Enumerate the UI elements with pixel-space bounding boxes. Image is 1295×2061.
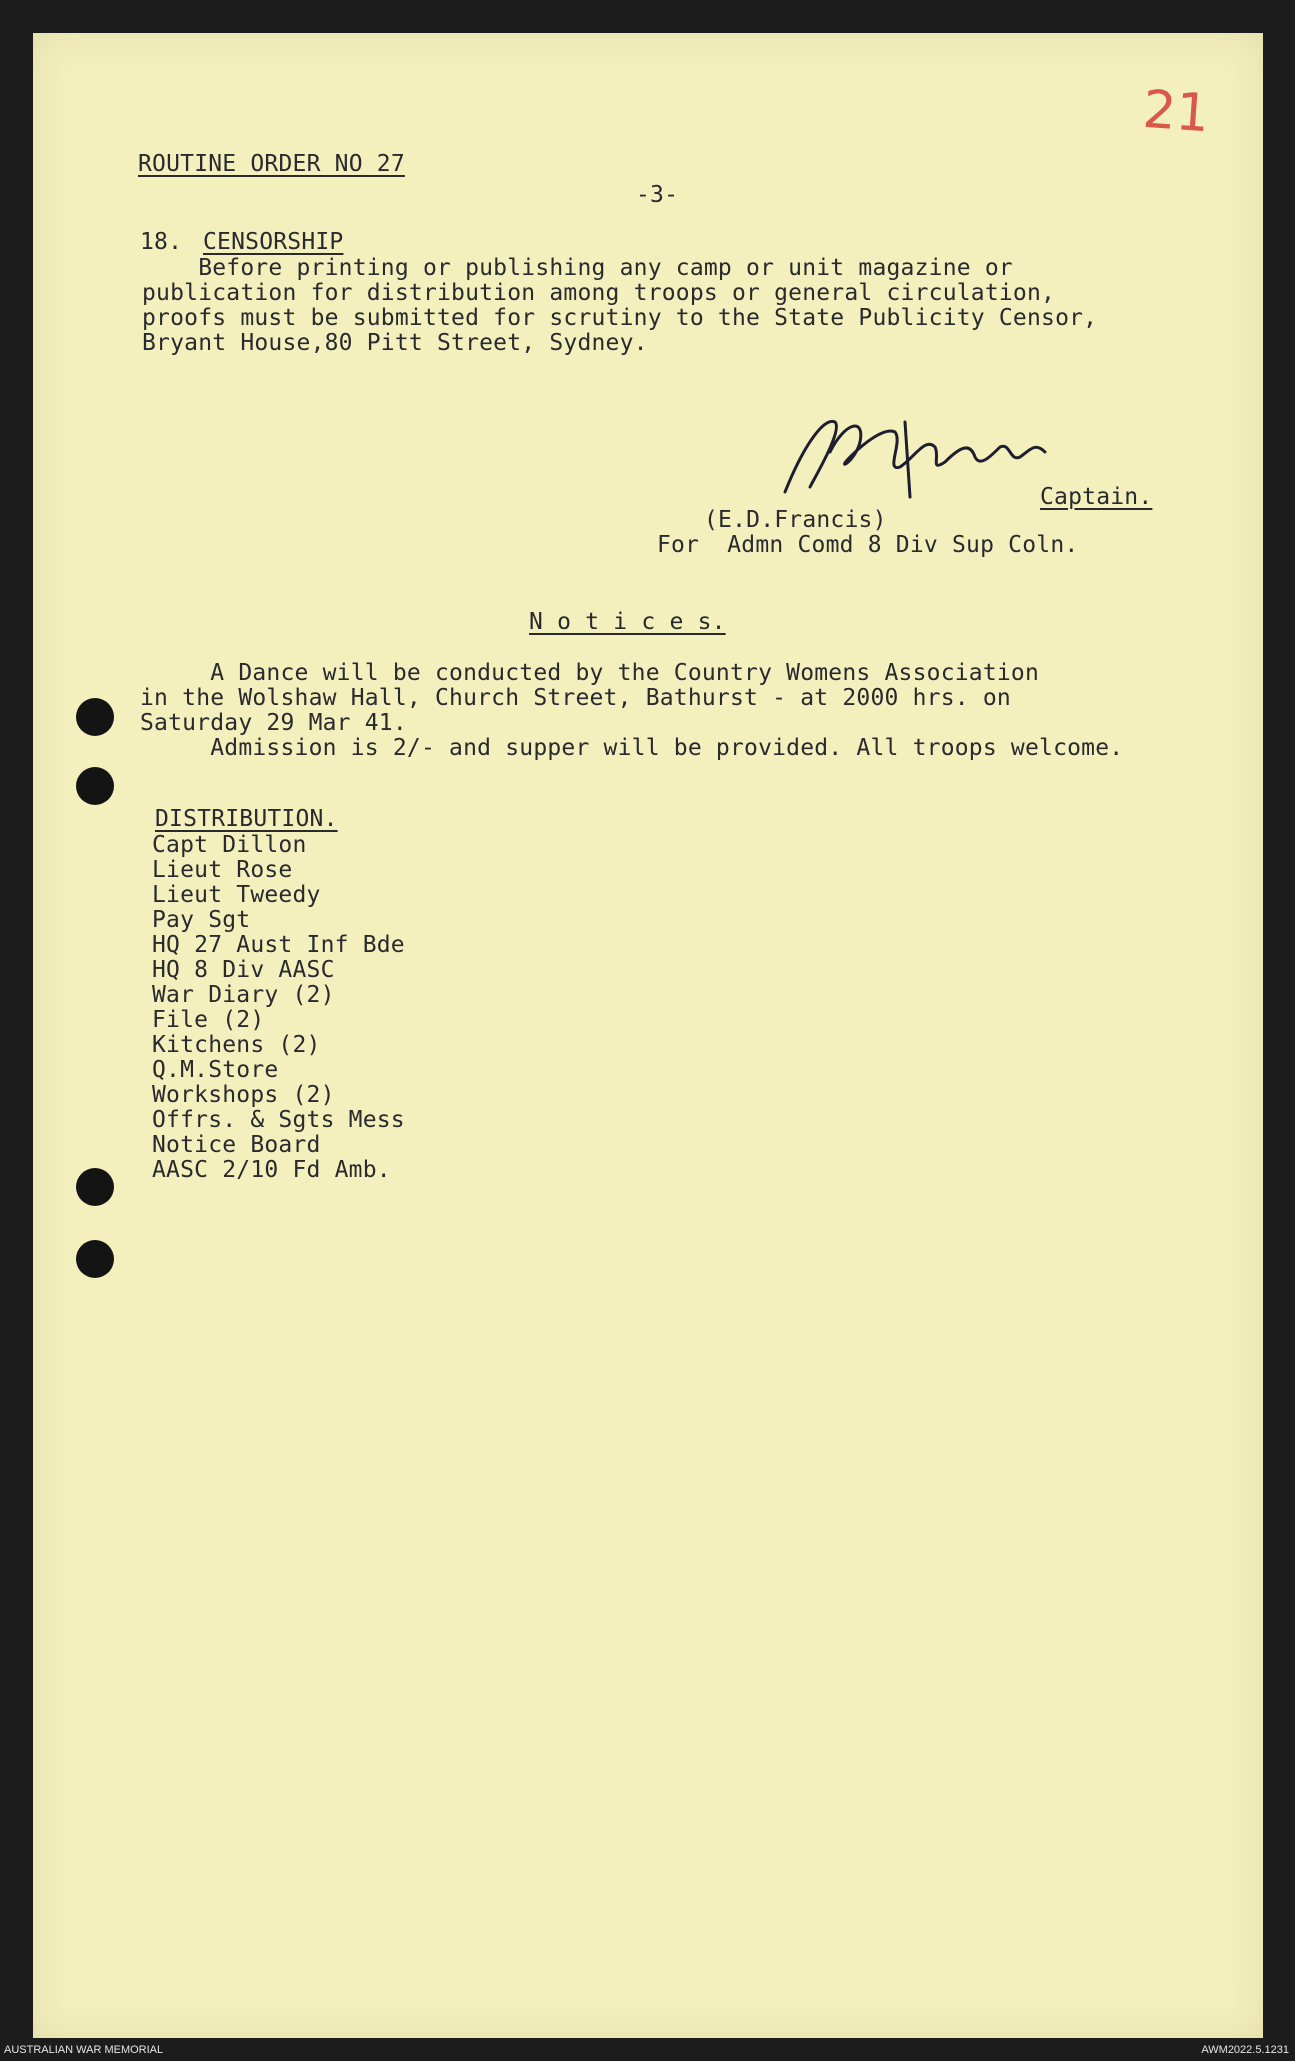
notices-line-1: A Dance will be conducted by the Country Womens Association [140,660,1040,686]
distribution-heading: DISTRIBUTION. [155,806,338,832]
signatory-rank: Captain. [1040,484,1153,510]
censorship-line-3: proofs must be submitted for scrutiny to the State Publicity Censor, [142,305,1098,331]
distribution-item: HQ 27 Aust Inf Bde [152,932,405,958]
order-title: ROUTINE ORDER NO 27 [138,151,405,177]
distribution-item: Lieut Tweedy [152,882,321,908]
censorship-line-1: Before printing or publishing any camp or unit magazine or [142,255,1013,281]
page-number: -3- [636,182,679,208]
distribution-item: Kitchens (2) [152,1032,321,1058]
distribution-item: Capt Dillon [152,832,307,858]
distribution-item: File (2) [152,1007,265,1033]
distribution-item: Pay Sgt [152,907,251,933]
censorship-line-2: publication for distribution among troops or general circulation, [142,280,1056,306]
section-number: 18. [140,229,183,255]
footer-reference: AWM2022.5.1231 [1201,2044,1289,2056]
signatory-appointment: For Admn Comd 8 Div Sup Coln. [657,532,1079,558]
distribution-item: Q.M.Store [152,1057,279,1083]
section-heading: CENSORSHIP [203,229,344,255]
notices-line-2: in the Wolshaw Hall, Church Street, Bathurst - at 2000 hrs. on [140,685,1011,711]
distribution-item: HQ 8 Div AASC [152,957,335,983]
signatory-name: (E.D.Francis) [704,507,887,533]
handwritten-signature [775,402,1075,512]
distribution-item: Offrs. & Sgts Mess [152,1107,405,1133]
notices-line-4: Admission is 2/- and supper will be provided. All troops welcome. [140,735,1124,761]
punch-hole [76,767,114,805]
footer-credit: AUSTRALIAN WAR MEMORIAL [4,2044,164,2056]
distribution-item: War Diary (2) [152,982,335,1008]
distribution-item: Notice Board [152,1132,321,1158]
punch-hole [76,1168,114,1206]
distribution-item: Workshops (2) [152,1082,335,1108]
folio-number: 21 [1140,79,1212,145]
censorship-line-4: Bryant House,80 Pitt Street, Sydney. [142,330,648,356]
notices-line-3: Saturday 29 Mar 41. [140,710,407,736]
punch-hole [76,1240,114,1278]
punch-hole [76,698,114,736]
notices-heading: N o t i c e s. [529,609,726,635]
distribution-item: AASC 2/10 Fd Amb. [152,1157,391,1183]
distribution-item: Lieut Rose [152,857,293,883]
